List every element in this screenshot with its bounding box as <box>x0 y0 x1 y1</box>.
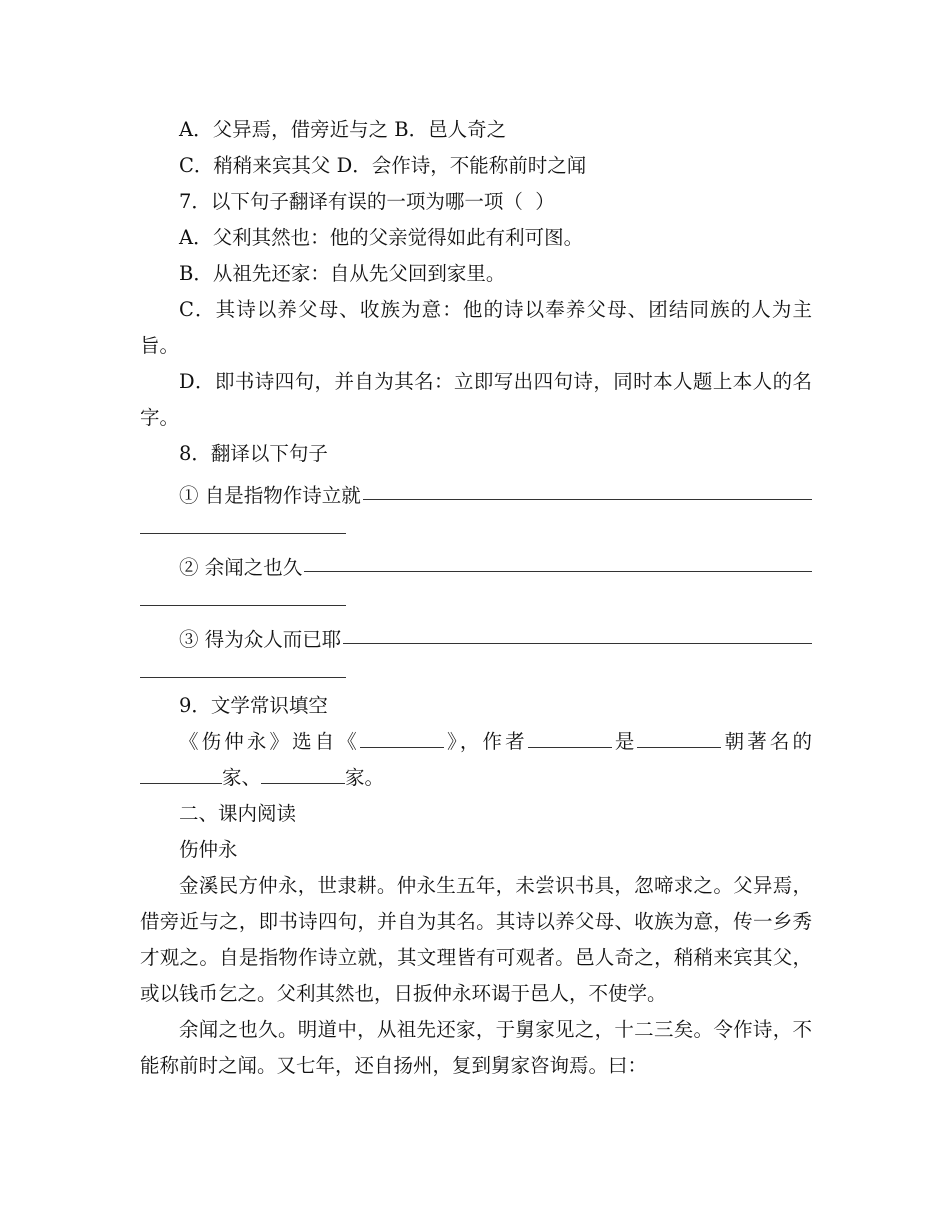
section-heading: 二、课内阅读 <box>179 802 297 825</box>
q9-text: 家。 <box>345 766 385 789</box>
q9-text: 家、 <box>222 766 262 789</box>
blank-author[interactable] <box>528 727 612 748</box>
q6-options-ab: A．父异焉，借旁近与之 B．邑人奇之 <box>179 118 507 141</box>
answer-line[interactable] <box>304 571 812 572</box>
q9-stem: 9．文学常识填空 <box>179 694 328 717</box>
q8-item-3 <box>140 616 812 652</box>
answer-line-continued[interactable] <box>140 580 812 616</box>
q8-item-1-text: ① 自是指物作诗立就 <box>179 484 361 507</box>
q7-option-c: C．其诗以养父母、收族为意：他的诗以奉养父母、团结同族的人为主旨。 <box>140 298 812 357</box>
passage-title: 伤仲永 <box>179 838 238 861</box>
q7-option-a: A．父利其然也：他的父亲觉得如此有利可图。 <box>179 226 584 249</box>
answer-line-continued[interactable] <box>140 508 812 544</box>
q9-text: 朝著名的 <box>721 730 812 753</box>
q8-item-3-text: ③ 得为众人而已耶 <box>179 628 342 651</box>
blank-role-1[interactable] <box>140 763 222 784</box>
passage-paragraph-1: 金溪民方仲永，世隶耕。仲永生五年，未尝识书具，忽啼求之。父异焉，借旁近与之，即书诗四句，并自为其名。其诗以养父母、收族为意，传一乡秀才观之。自是指物作诗立就，其文理皆有可观者。邑人奇之，稍稍来宾其父，或以钱币乞之。父利其然也，日扳仲永环谒于邑人，不使学。 <box>140 874 812 1005</box>
answer-line[interactable] <box>343 643 812 644</box>
passage-paragraph-2: 余闻之也久。明道中，从祖先还家，于舅家见之，十二三矣。令作诗，不能称前时之闻。又七年，还自扬州，复到舅家咨询焉。曰： <box>140 1018 812 1077</box>
q8-item-2-text: ② 余闻之也久 <box>179 556 303 579</box>
q9-text: 是 <box>611 730 638 753</box>
q7-option-d: D．即书诗四句，并自为其名：立即写出四句诗，同时本人题上本人的名字。 <box>140 370 812 429</box>
q6-options-cd: C．稍稍来宾其父 D．会作诗，不能称前时之闻 <box>179 154 587 177</box>
answer-line-continued[interactable] <box>140 652 812 688</box>
q9-text: 》，作者 <box>443 730 528 753</box>
blank-role-2[interactable] <box>261 763 345 784</box>
answer-line[interactable] <box>363 499 812 500</box>
blank-source[interactable] <box>360 727 444 748</box>
document-page <box>140 112 812 1084</box>
q8-item-1 <box>140 472 812 508</box>
q7-stem: 7．以下句子翻译有误的一项为哪一项（ ） <box>179 190 555 213</box>
blank-dynasty[interactable] <box>637 727 721 748</box>
q9-fill-in <box>140 724 812 796</box>
q7-option-b: B．从祖先还家：自从先父回到家里。 <box>179 262 506 285</box>
q9-text: 《伤仲永》选自《 <box>179 730 360 753</box>
q8-stem: 8．翻译以下句子 <box>179 442 328 465</box>
q8-item-2 <box>140 544 812 580</box>
